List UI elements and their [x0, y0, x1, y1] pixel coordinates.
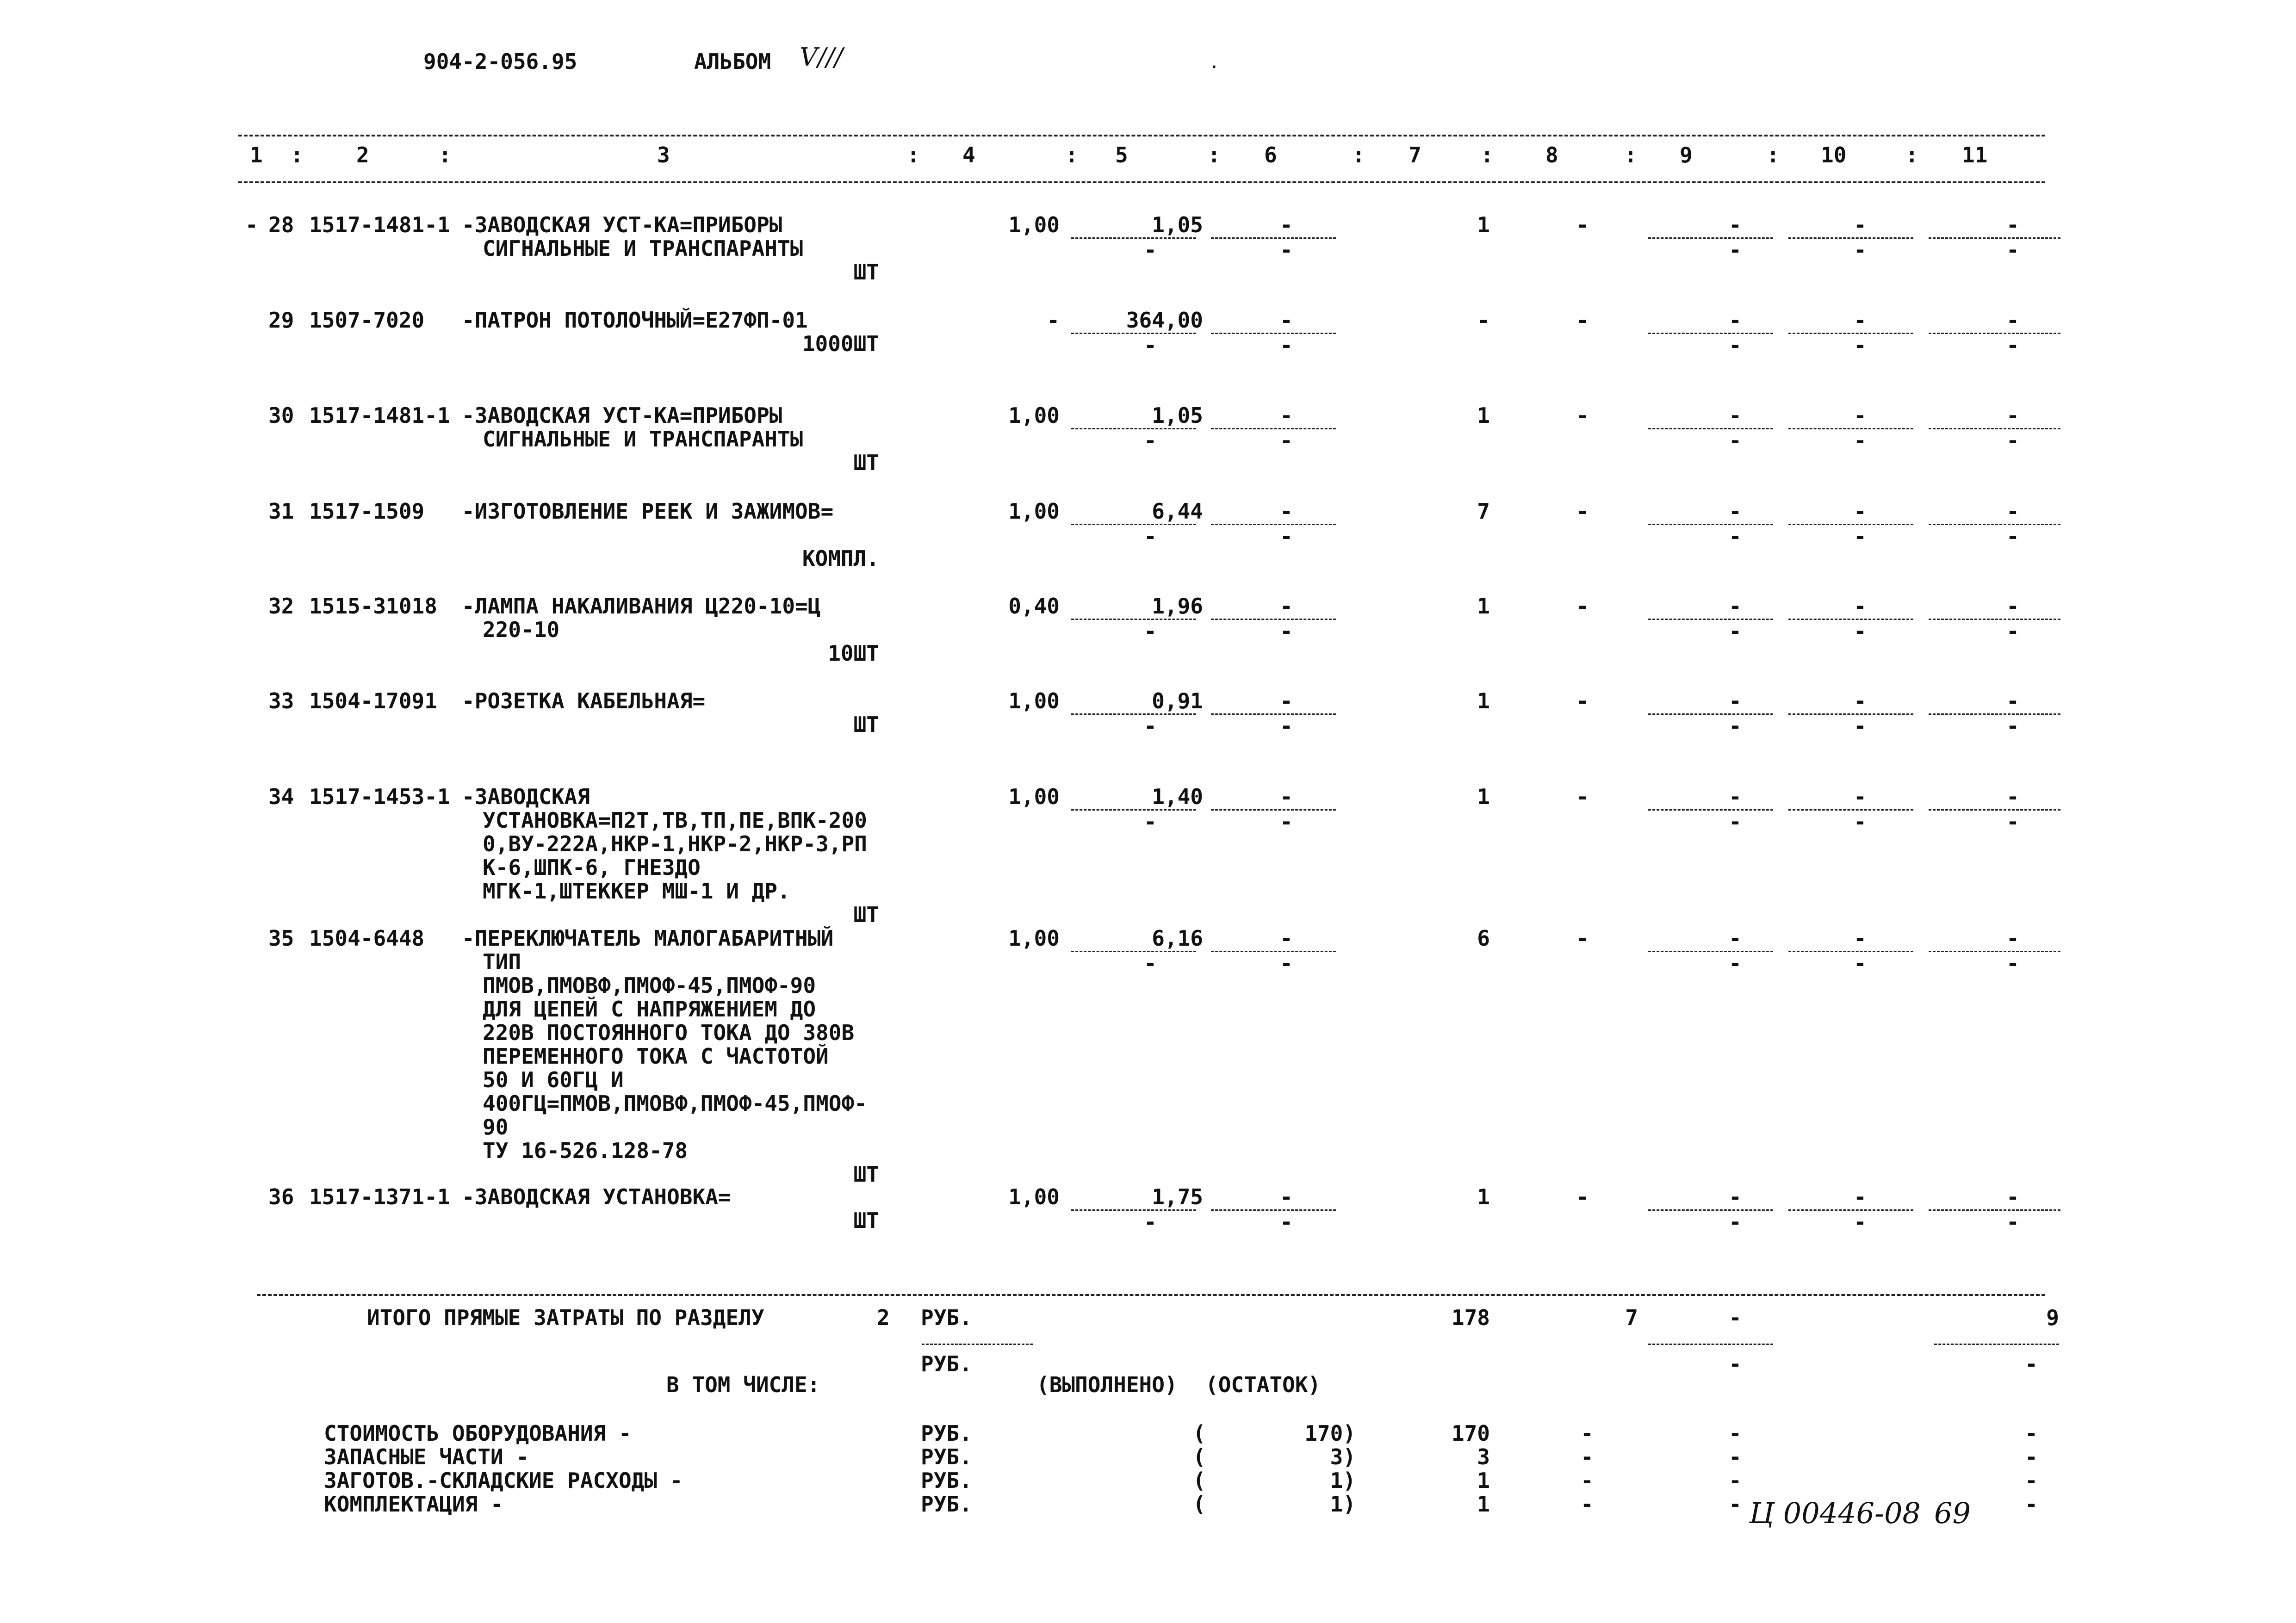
row-col-5: 6,16 — [1152, 926, 1203, 951]
totals-currency-2: РУБ. — [921, 1351, 972, 1376]
row-sub-value: - — [2006, 1209, 2019, 1234]
row-name-line: 220В ПОСТОЯННОГО ТОКА ДО 380В — [483, 1020, 855, 1045]
row-code: 1517-1481-1 — [309, 212, 450, 237]
item-label: ЗАПАСНЫЕ ЧАСТИ - — [324, 1444, 529, 1469]
header-top-rule — [238, 135, 2045, 136]
item-currency: РУБ. — [921, 1444, 972, 1469]
row-col-8: - — [1576, 784, 1589, 809]
row-name-line: 220-10 — [483, 617, 560, 642]
item-currency: РУБ. — [921, 1468, 972, 1493]
row-sub-value: - — [1144, 1209, 1157, 1234]
row-code: 1517-1509 — [309, 499, 425, 524]
column-number: 7 — [1409, 142, 1421, 167]
row-col-5: 1,96 — [1152, 594, 1203, 619]
item-col11: - — [2025, 1492, 2038, 1517]
row-name-line: -ЗАВОДСКАЯ — [462, 784, 590, 809]
item-col8: - — [1581, 1492, 1594, 1517]
totals-col11-underline — [1934, 1344, 2059, 1345]
row-col-8: - — [1576, 688, 1589, 713]
item-done: 1) — [1330, 1492, 1356, 1517]
row-col-9: - — [1729, 594, 1742, 619]
row-col-6: - — [1280, 688, 1293, 713]
item-done: 1) — [1330, 1468, 1356, 1493]
row-col-8: - — [1576, 594, 1589, 619]
column-number: 2 — [356, 142, 369, 167]
row-sub-value: - — [1729, 524, 1742, 549]
row-col-5: 1,05 — [1152, 212, 1203, 237]
totals-rule — [257, 1294, 2045, 1296]
row-col-10: - — [1854, 784, 1867, 809]
item-col9: - — [1729, 1421, 1742, 1446]
row-sub-value: - — [1729, 428, 1742, 453]
row-col-7: 6 — [1477, 926, 1490, 951]
row-col-4: 1,00 — [1008, 403, 1060, 428]
row-col-9: - — [1729, 308, 1742, 333]
row-name-line: ТИП — [483, 949, 521, 974]
row-code: 1517-1481-1 — [309, 403, 450, 428]
row-col-11: - — [2006, 212, 2019, 237]
item-col11: - — [2025, 1421, 2038, 1446]
row-unit: КОМПЛ. — [802, 546, 879, 571]
row-col-4: 1,00 — [1008, 688, 1060, 713]
row-col-5: 364,00 — [1126, 308, 1203, 333]
row-col-7: 1 — [1477, 1184, 1490, 1209]
row-sub-value: - — [1280, 333, 1293, 358]
row-unit: 1000ШТ — [802, 331, 879, 356]
row-col-7: 1 — [1477, 688, 1490, 713]
totals-col9-underline — [1648, 1344, 1773, 1345]
row-col-8: - — [1576, 926, 1589, 951]
item-label: СТОИМОСТЬ ОБОРУДОВАНИЯ - — [324, 1421, 632, 1446]
totals-sub-col11: - — [2025, 1351, 2038, 1376]
row-col-4: 1,00 — [1008, 926, 1060, 951]
row-unit: ШТ — [853, 1162, 879, 1187]
row-col-6: - — [1280, 784, 1293, 809]
row-col-6: - — [1280, 499, 1293, 524]
row-prefix-dash: - — [245, 212, 258, 237]
row-col-5: 0,91 — [1152, 688, 1203, 713]
album-volume: V/// — [800, 43, 843, 72]
row-unit: ШТ — [853, 712, 879, 737]
totals-col9: - — [1729, 1305, 1742, 1330]
row-sub-value: - — [2006, 237, 2019, 262]
column-separator: : — [439, 142, 452, 167]
row-code: 1504-6448 — [309, 926, 425, 951]
row-col-8: - — [1576, 1184, 1589, 1209]
row-col-11: - — [2006, 308, 2019, 333]
row-sub-value: - — [1144, 809, 1157, 834]
row-name-line: УСТАНОВКА=П2Т,ТВ,ТП,ПЕ,ВПК-200 — [483, 808, 867, 833]
row-sub-value: - — [1144, 951, 1157, 976]
item-open-paren: ( — [1193, 1421, 1206, 1446]
totals-col7: 178 — [1451, 1305, 1490, 1330]
row-col-8: - — [1576, 499, 1589, 524]
row-number: 36 — [268, 1184, 294, 1209]
row-sub-value: - — [1854, 333, 1867, 358]
item-col11: - — [2025, 1468, 2038, 1493]
row-sub-value: - — [2006, 619, 2019, 644]
row-number: 35 — [268, 926, 294, 951]
column-separator: : — [1767, 142, 1780, 167]
item-col7: 1 — [1477, 1492, 1490, 1517]
totals-label: ИТОГО ПРЯМЫЕ ЗАТРАТЫ ПО РАЗДЕЛУ — [367, 1305, 764, 1330]
column-number: 10 — [1821, 142, 1847, 167]
row-col-6: - — [1280, 403, 1293, 428]
row-col-11: - — [2006, 499, 2019, 524]
row-col-4: 0,40 — [1008, 594, 1060, 619]
row-sub-value: - — [1854, 951, 1867, 976]
row-sub-value: - — [1854, 524, 1867, 549]
row-unit: ШТ — [853, 902, 879, 927]
item-col8: - — [1581, 1468, 1594, 1493]
row-sub-value: - — [1854, 237, 1867, 262]
row-sub-value: - — [1729, 809, 1742, 834]
row-col-7: 1 — [1477, 784, 1490, 809]
row-code: 1515-31018 — [309, 594, 437, 619]
row-number: 32 — [268, 594, 294, 619]
row-col-6: - — [1280, 212, 1293, 237]
row-name-line: -ЗАВОДСКАЯ УСТАНОВКА= — [462, 1184, 731, 1209]
row-col-8: - — [1576, 308, 1589, 333]
column-number: 5 — [1115, 142, 1128, 167]
row-sub-value: - — [1729, 333, 1742, 358]
row-sub-value: - — [2006, 713, 2019, 738]
row-sub-value: - — [1280, 428, 1293, 453]
row-sub-value: - — [1280, 1209, 1293, 1234]
row-name-line: К-6,ШПК-6, ГНЕЗДО — [483, 855, 701, 880]
item-open-paren: ( — [1193, 1468, 1206, 1493]
row-col-10: - — [1854, 1184, 1867, 1209]
row-name-line: 50 И 60ГЦ И — [483, 1067, 624, 1092]
item-open-paren: ( — [1193, 1444, 1206, 1469]
column-number: 8 — [1545, 142, 1558, 167]
row-col-9: - — [1729, 688, 1742, 713]
item-currency: РУБ. — [921, 1492, 972, 1517]
row-col-4: 1,00 — [1008, 212, 1060, 237]
row-sub-value: - — [1280, 951, 1293, 976]
column-separator: : — [1352, 142, 1365, 167]
column-number: 11 — [1962, 142, 1988, 167]
row-col-10: - — [1854, 308, 1867, 333]
row-number: 29 — [268, 308, 294, 333]
row-col-5: 1,75 — [1152, 1184, 1203, 1209]
row-unit: ШТ — [853, 1208, 879, 1233]
totals-col11: 9 — [2046, 1305, 2059, 1330]
row-unit: ШТ — [853, 450, 879, 475]
row-col-9: - — [1729, 1184, 1742, 1209]
item-done: 170) — [1304, 1421, 1356, 1446]
totals-sub-col9: - — [1729, 1351, 1742, 1376]
row-col-8: - — [1576, 403, 1589, 428]
row-sub-value: - — [1854, 619, 1867, 644]
row-col-8: - — [1576, 212, 1589, 237]
row-number: 34 — [268, 784, 294, 809]
row-col-11: - — [2006, 1184, 2019, 1209]
row-name-line: -РОЗЕТКА КАБЕЛЬНАЯ= — [462, 688, 706, 713]
row-col-10: - — [1854, 403, 1867, 428]
row-sub-value: - — [2006, 333, 2019, 358]
row-name-line: -ЛАМПА НАКАЛИВАНИЯ Ц220-10=Ц — [462, 594, 821, 619]
row-col-11: - — [2006, 926, 2019, 951]
handwritten-doc-number: Ц 00446-08 — [1749, 1496, 1921, 1530]
row-sub-value: - — [1729, 951, 1742, 976]
column-number: 3 — [657, 142, 670, 167]
column-separator: : — [1208, 142, 1221, 167]
row-sub-value: - — [1144, 237, 1157, 262]
handwritten-page-number: 69 — [1934, 1496, 1971, 1530]
column-separator: : — [1065, 142, 1078, 167]
totals-section: 2 — [877, 1305, 890, 1330]
column-separator: : — [907, 142, 920, 167]
row-sub-value: - — [1280, 524, 1293, 549]
row-name-line: 0,ВУ-222А,НКР-1,НКР-2,НКР-3,РП — [483, 831, 867, 856]
row-col-11: - — [2006, 688, 2019, 713]
row-name-line: -ЗАВОДСКАЯ УСТ-КА=ПРИБОРЫ — [462, 212, 782, 237]
column-separator: : — [1481, 142, 1494, 167]
row-col-7: 7 — [1477, 499, 1490, 524]
item-col7: 1 — [1477, 1468, 1490, 1493]
row-sub-value: - — [1729, 713, 1742, 738]
row-col-9: - — [1729, 499, 1742, 524]
column-separator: : — [291, 142, 304, 167]
row-name-line: МГК-1,ШТЕККЕР МШ-1 И ДР. — [483, 879, 790, 904]
totals-col8: 7 — [1625, 1305, 1638, 1330]
row-col-7: 1 — [1477, 403, 1490, 428]
row-unit: 10ШТ — [828, 641, 879, 666]
item-col7: 170 — [1451, 1421, 1490, 1446]
row-number: 28 — [268, 212, 294, 237]
including-label: В ТОМ ЧИСЛЕ: — [666, 1372, 820, 1397]
column-separator: : — [1624, 142, 1637, 167]
column-number: 9 — [1680, 142, 1693, 167]
row-col-10: - — [1854, 688, 1867, 713]
row-sub-value: - — [2006, 951, 2019, 976]
row-col-6: - — [1280, 308, 1293, 333]
row-col-6: - — [1280, 594, 1293, 619]
row-sub-value: - — [1729, 619, 1742, 644]
row-col-5: 1,05 — [1152, 403, 1203, 428]
row-name-line: ПМОВ,ПМОВФ,ПМОФ-45,ПМОФ-90 — [483, 973, 816, 998]
row-col-5: 6,44 — [1152, 499, 1203, 524]
document-code: 904-2-056.95 — [423, 49, 577, 74]
row-unit: ШТ — [853, 260, 879, 285]
row-sub-value: - — [1280, 619, 1293, 644]
row-sub-value: - — [1144, 713, 1157, 738]
row-name-line: 400ГЦ=ПМОВ,ПМОВФ,ПМОФ-45,ПМОФ- — [483, 1091, 867, 1116]
row-col-9: - — [1729, 212, 1742, 237]
row-sub-value: - — [1729, 1209, 1742, 1234]
done-label: (ВЫПОЛНЕНО) — [1036, 1372, 1178, 1397]
stray-dot: . — [1210, 56, 1219, 72]
row-name-line: ПЕРЕМЕННОГО ТОКА С ЧАСТОТОЙ — [483, 1044, 829, 1069]
row-code: 1517-1371-1 — [309, 1184, 450, 1209]
row-sub-value: - — [2006, 524, 2019, 549]
row-sub-value: - — [1729, 237, 1742, 262]
row-code: 1504-17091 — [309, 688, 437, 713]
row-col-6: - — [1280, 926, 1293, 951]
row-col-10: - — [1854, 926, 1867, 951]
row-sub-value: - — [2006, 809, 2019, 834]
item-col7: 3 — [1477, 1444, 1490, 1469]
row-col-6: - — [1280, 1184, 1293, 1209]
row-col-7: 1 — [1477, 594, 1490, 619]
item-done: 3) — [1330, 1444, 1356, 1469]
row-col-7: 1 — [1477, 212, 1490, 237]
row-number: 30 — [268, 403, 294, 428]
row-number: 33 — [268, 688, 294, 713]
row-col-4: 1,00 — [1008, 784, 1060, 809]
row-code: 1517-1453-1 — [309, 784, 450, 809]
item-col9: - — [1729, 1492, 1742, 1517]
row-sub-value: - — [1280, 809, 1293, 834]
row-name-line: СИГНАЛЬНЫЕ И ТРАНСПАРАНТЫ — [483, 236, 803, 261]
row-col-10: - — [1854, 594, 1867, 619]
row-name-line: ТУ 16-526.128-78 — [483, 1138, 688, 1163]
row-col-4: 1,00 — [1008, 499, 1060, 524]
row-sub-value: - — [1854, 428, 1867, 453]
row-col-10: - — [1854, 499, 1867, 524]
row-sub-value: - — [1144, 619, 1157, 644]
item-col8: - — [1581, 1421, 1594, 1446]
row-col-11: - — [2006, 784, 2019, 809]
totals-currency-underline — [922, 1344, 1033, 1345]
row-col-9: - — [1729, 784, 1742, 809]
row-name-line: -ЗАВОДСКАЯ УСТ-КА=ПРИБОРЫ — [462, 403, 782, 428]
item-open-paren: ( — [1193, 1492, 1206, 1517]
item-col8: - — [1581, 1444, 1594, 1469]
item-currency: РУБ. — [921, 1421, 972, 1446]
column-separator: : — [1905, 142, 1918, 167]
item-label: КОМПЛЕКТАЦИЯ - — [324, 1492, 503, 1517]
item-col9: - — [1729, 1444, 1742, 1469]
row-sub-value: - — [2006, 428, 2019, 453]
row-sub-value: - — [1854, 809, 1867, 834]
row-col-9: - — [1729, 403, 1742, 428]
row-col-4: - — [1047, 308, 1060, 333]
row-code: 1507-7020 — [309, 308, 425, 333]
row-col-4: 1,00 — [1008, 1184, 1060, 1209]
item-col11: - — [2025, 1444, 2038, 1469]
row-sub-value: - — [1144, 428, 1157, 453]
row-col-11: - — [2006, 403, 2019, 428]
row-name-line: 90 — [483, 1115, 509, 1140]
row-name-line: -ИЗГОТОВЛЕНИЕ РЕЕК И ЗАЖИМОВ= — [462, 499, 834, 524]
row-col-7: - — [1477, 308, 1490, 333]
row-number: 31 — [268, 499, 294, 524]
row-name-line: ДЛЯ ЦЕПЕЙ С НАПРЯЖЕНИЕМ ДО — [483, 997, 816, 1022]
item-col9: - — [1729, 1468, 1742, 1493]
row-sub-value: - — [1854, 713, 1867, 738]
row-sub-value: - — [1854, 1209, 1867, 1234]
row-sub-value: - — [1144, 524, 1157, 549]
row-sub-value: - — [1144, 333, 1157, 358]
row-col-10: - — [1854, 212, 1867, 237]
header-bottom-rule — [238, 181, 2045, 183]
row-name-line: -ПЕРЕКЛЮЧАТЕЛЬ МАЛОГАБАРИТНЫЙ — [462, 926, 834, 951]
row-sub-value: - — [1280, 237, 1293, 262]
row-name-line: -ПАТРОН ПОТОЛОЧНЫЙ=Е27ФП-01 — [462, 308, 808, 333]
row-col-11: - — [2006, 594, 2019, 619]
rest-label: (ОСТАТОК) — [1205, 1372, 1321, 1397]
item-label: ЗАГОТОВ.-СКЛАДСКИЕ РАСХОДЫ - — [324, 1468, 683, 1493]
totals-currency: РУБ. — [921, 1305, 972, 1330]
row-sub-value: - — [1280, 713, 1293, 738]
column-number: 4 — [962, 142, 975, 167]
album-label: АЛЬБОМ — [694, 49, 771, 74]
column-number: 1 — [250, 142, 263, 167]
row-col-5: 1,40 — [1152, 784, 1203, 809]
row-col-9: - — [1729, 926, 1742, 951]
row-name-line: СИГНАЛЬНЫЕ И ТРАНСПАРАНТЫ — [483, 427, 803, 452]
column-number: 6 — [1264, 142, 1277, 167]
